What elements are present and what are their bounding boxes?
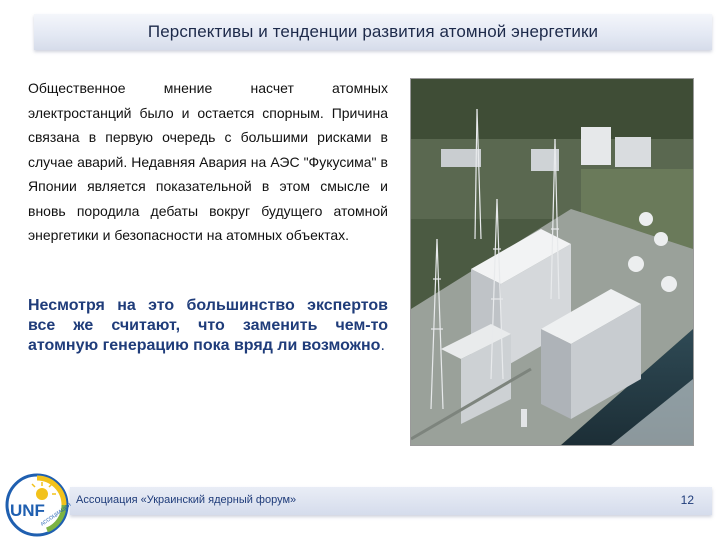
unf-logo-icon <box>2 470 72 540</box>
emphasis-tail: . <box>380 337 385 354</box>
page-number: 12 <box>680 493 694 507</box>
slide-title: Перспективы и тенденции развития атомной энергетики <box>147 22 599 41</box>
footer-bar <box>70 487 712 515</box>
logo-ring-text: АССОЦИАЦИЯ <box>39 502 72 528</box>
nuclear-plant-photo <box>410 78 694 446</box>
unf-logo <box>2 470 72 540</box>
body-paragraph-1: Общественное мнение насчет атомных электростанций было и остается спорным. Причина связана в первую очередь с большими рисками в случае аварий. Недавняя Авария на АЭС "Фукусима" в Японии является показательной в этом смысле и вновь породила дебаты вокруг будущего атомной энергетики и безопасности на атомных объектах. <box>28 80 388 243</box>
logo-text: UNF <box>10 501 45 520</box>
footer-organization: Ассоциация «Украинский ядерный форум» <box>76 494 297 506</box>
emphasis-text: Несмотря на это большинство экспертов все же считают, что заменить чем-то атомную генерацию пока вряд ли возможно <box>28 297 388 354</box>
body-paragraph-2 <box>28 296 388 356</box>
nuclear-plant-illustration <box>411 79 693 445</box>
title-bar <box>34 14 712 50</box>
